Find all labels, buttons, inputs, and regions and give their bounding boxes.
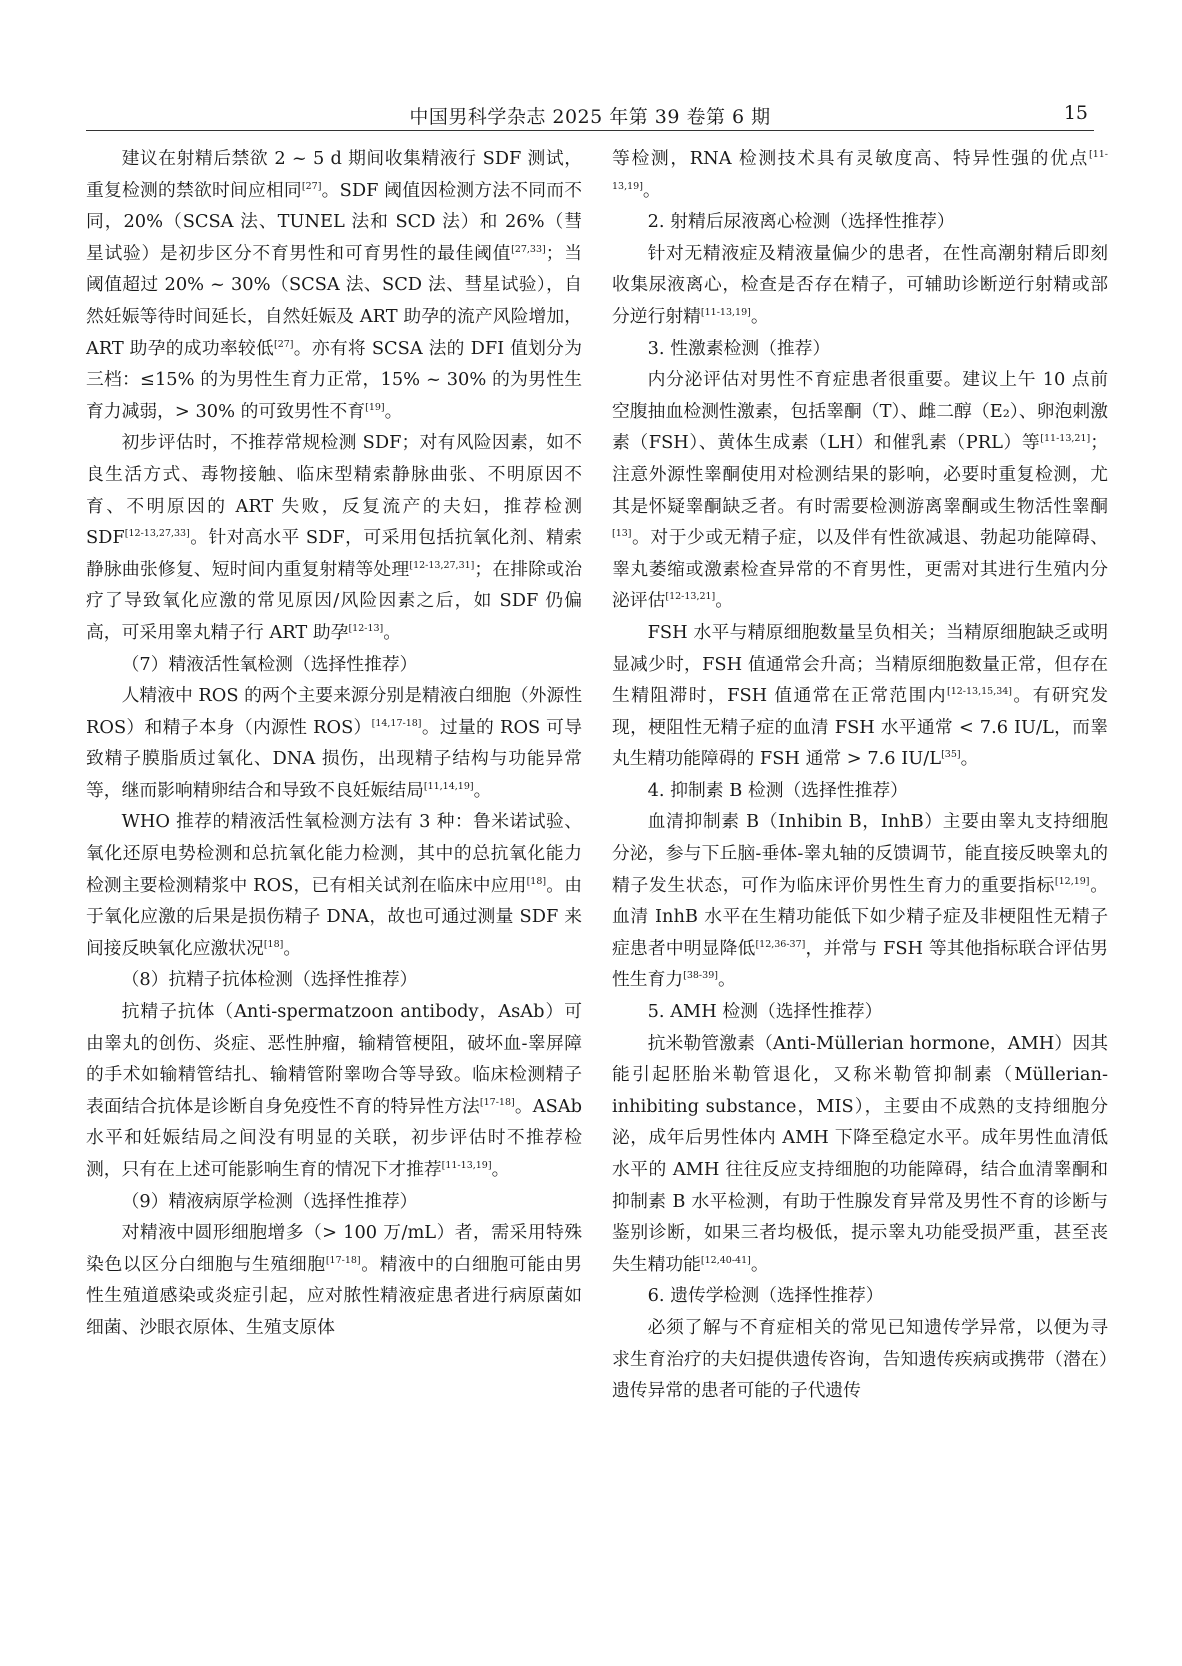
text-run: WHO 推荐的精液活性氧检测方法有 3 种：鲁米诺试验、氧化还原电势检测和总抗氧化能力检测，其中的总抗氧化能力检测主要检测精浆中 ROS，已有相关试剂在临床中应用 bbox=[86, 811, 582, 896]
text-run: 。ASAb 水平和妊娠结局之间没有明显的关联，初步评估时不推荐检测，只有在上述可能影响生育的情况下才推荐 bbox=[86, 1095, 582, 1180]
section-heading-5: 5. AMH 检测（选择性推荐） bbox=[647, 1001, 883, 1023]
right-column bbox=[612, 143, 1108, 1407]
citation: [12-13] bbox=[348, 622, 384, 634]
citation: [12,40-41] bbox=[700, 1254, 751, 1266]
citation: [19] bbox=[365, 401, 385, 413]
text-run: 。对于少或无精子症，以及伴有性欲减退、勃起功能障碍、睾丸萎缩或激素检查异常的不育男性，更需对其进行生殖内分泌评估 bbox=[612, 527, 1108, 612]
citation: [12-13,27,33] bbox=[124, 528, 190, 540]
text-run: 。 bbox=[750, 305, 769, 327]
citation: [12,19] bbox=[1054, 875, 1090, 887]
section-heading-6: 6. 遗传学检测（选择性推荐） bbox=[647, 1285, 884, 1307]
text-run: 内分泌评估对男性不育症患者很重要。建议上午 10 点前空腹抽血检测性激素，包括睾酮（T）、雌二醇（E₂）、卵泡刺激素（FSH）、黄体生成素（LH）和催乳素（PRL）等 bbox=[612, 369, 1108, 454]
citation: [11-13,19] bbox=[441, 1160, 492, 1171]
citation: [17-18] bbox=[325, 1254, 361, 1266]
text-run: 。 bbox=[717, 969, 736, 991]
text-run: 。由于氧化应激的后果是损伤精子 DNA，故也可通过测量 SDF 来间接反映氧化应激状况 bbox=[86, 874, 582, 959]
text-run: 等检测，RNA 检测技术具有灵敏度高、特异性强的优点 bbox=[612, 148, 1089, 169]
text-run: 针对无精液症及精液量偏少的患者，在性高潮射精后即刻收集尿液离心，检查是否存在精子，可辅助诊断逆行射精或部分逆行射精 bbox=[612, 242, 1108, 327]
text-run: 抗精子抗体（Anti-spermatzoon antibody，AsAb）可由睾丸的创伤、炎症、恶性肿瘤，输精管梗阻，破坏血-睾屏障的手术如输精管结扎、输精管附睾吻合等导致。临床检测精子表面结合抗体是诊断自身免疫性不育的特异性方法 bbox=[86, 1001, 582, 1117]
citation: [27,33] bbox=[511, 243, 546, 255]
text-run: ；当阈值超过 20% ~ 30%（SCSA 法、SCD 法、彗星试验），自然妊娠等待时间延长，自然妊娠及 ART 助孕的流产风险增加，ART 助孕的成功率较低 bbox=[86, 242, 582, 359]
text-run: 。 bbox=[384, 400, 403, 422]
citation: [18] bbox=[263, 938, 284, 950]
paragraph bbox=[612, 364, 1108, 617]
text-run: 。 bbox=[383, 621, 402, 643]
text-run: 。亦有将 SCSA 法的 DFI 值划分为三档：≤15% 的为男性生育力正常，15% ~ 30% 的为男性生育力减弱，> 30% 的可致男性不育 bbox=[86, 337, 582, 422]
paragraph bbox=[86, 996, 582, 1186]
text-run: 。 bbox=[473, 779, 492, 801]
text-run: 抗米勒管激素（Anti-Müllerian hormone，AMH）因其能引起胚胎米勒管退化，又称米勒管抑制素（Müllerian-inhibiting substance，MIS），主要由不成熟的支持细胞分泌，成年后男性体内 AMH 下降至稳定水平。成年男性血清低水平的 AMH 往往反应支持细胞的功能障碍，结合血清睾酮和抑制素 B 水平检测，有助于性腺发育异常及男性不育的诊断与鉴别诊断，如果三者均极低，提示睾丸功能受损严重，甚至丧失生精功能 bbox=[612, 1032, 1108, 1275]
text-run: ；注意外源性睾酮使用对检测结果的影响，必要时重复检测，尤其是怀疑睾酮缺乏者。有时需要检测游离睾酮或生物活性睾酮 bbox=[612, 432, 1108, 517]
citation: [18] bbox=[526, 875, 547, 887]
text-run: FSH 水平与精原细胞数量呈负相关；当精原细胞缺乏或明显减少时，FSH 值通常会升高；当精原细胞数量正常，但存在生精阻滞时，FSH 值通常在正常范围内 bbox=[612, 621, 1108, 707]
page-number: 15 bbox=[1063, 102, 1088, 124]
text-run: 血清抑制素 B（Inhibin B，InhB）主要由睾丸支持细胞分泌，参与下丘脑-垂体-睾丸轴的反馈调节，能直接反映睾丸的精子发生状态，可作为临床评价男性生育力的重要指标 bbox=[612, 811, 1108, 896]
text-run: ，并常与 FSH 等其他指标联合评估男性生育力 bbox=[612, 937, 1108, 991]
citation: [11-13,19] bbox=[700, 306, 751, 318]
paragraph bbox=[612, 617, 1108, 775]
text-run: 对精液中圆形细胞增多（> 100 万/mL）者，需采用特殊染色以区分白细胞与生殖细胞 bbox=[86, 1222, 582, 1275]
citation: [38-39] bbox=[683, 970, 718, 982]
section-heading-8: （8）抗精子抗体检测（选择性推荐） bbox=[121, 969, 418, 991]
text-run: 。SDF 阈值因检测方法不同而不同，20%（SCSA 法、TUNEL 法和 SCD 法）和 26%（彗星试验）是初步区分不育男性和可育男性的最佳阈值 bbox=[86, 179, 582, 264]
citation: [11-13,19] bbox=[612, 149, 1108, 192]
section-heading-9: （9）精液病原学检测（选择性推荐） bbox=[121, 1190, 418, 1212]
paragraph bbox=[612, 1312, 1108, 1407]
text-run: 。有研究发现，梗阻性无精子症的血清 FSH 水平通常 < 7.6 IU/L，而睾丸生精功能障碍的 FSH 通常 > 7.6 IU/L bbox=[612, 685, 1108, 770]
citation: [13] bbox=[612, 528, 632, 540]
text-run: 。过量的 ROS 可导致精子膜脂质过氧化、DNA 损伤，出现精子结构与功能异常等，继而影响精卵结合和导致不良妊娠结局 bbox=[86, 716, 582, 801]
citation: [11-13,21] bbox=[1040, 433, 1091, 445]
citation: [12,36-37] bbox=[755, 938, 806, 950]
citation: [12-13,27,31] bbox=[409, 559, 475, 571]
text-run: 。精液中的白细胞可能由男性生殖道感染或炎症引起，应对脓性精液症患者进行病原菌如细菌、沙眼衣原体、生殖支原体 bbox=[86, 1253, 582, 1338]
page-header bbox=[86, 90, 1094, 131]
citation: [14,17-18] bbox=[371, 717, 422, 729]
text-run: ；在排除或治疗了导致氧化应激的常见原因/风险因素之后，如 SDF 仍偏高，可采用睾丸精子行 ART 助孕 bbox=[86, 558, 582, 643]
paragraph bbox=[612, 238, 1108, 333]
text-run: 初步评估时，不推荐常规检测 SDF；对有风险因素，如不良生活方式、毒物接触、临床型精索静脉曲张、不明原因不育、不明原因的 ART 失败，反复流产的夫妇，推荐检测 SDF bbox=[86, 432, 582, 549]
citation: [35] bbox=[941, 749, 961, 761]
paragraph bbox=[612, 806, 1108, 996]
section-heading-3: 3. 性激素检测（推荐） bbox=[647, 337, 831, 359]
text-run: 。 bbox=[715, 590, 734, 612]
citation: [17-18] bbox=[479, 1096, 515, 1108]
paragraph bbox=[86, 427, 582, 648]
journal-title: 中国男科学杂志 2025 年第 39 卷第 6 期 bbox=[409, 106, 771, 128]
text-run: 建议在射精后禁欲 2 ~ 5 d 期间收集精液行 SDF 测试，重复检测的禁欲时间应相同 bbox=[86, 148, 582, 201]
paragraph bbox=[86, 143, 582, 427]
paragraph bbox=[86, 680, 582, 806]
text-run: 。 bbox=[491, 1159, 510, 1180]
section-heading-2: 2. 射精后尿液离心检测（选择性推荐） bbox=[647, 211, 955, 233]
text-run: 。针对高水平 SDF，可采用包括抗氧化剂、精索静脉曲张修复、短时间内重复射精等处理 bbox=[86, 527, 582, 580]
paragraph bbox=[612, 1028, 1108, 1281]
section-heading-4: 4. 抑制素 B 检测（选择性推荐） bbox=[647, 779, 908, 801]
paragraph bbox=[86, 1217, 582, 1343]
citation: [12-13,21] bbox=[665, 591, 716, 603]
citation: [11,14,19] bbox=[423, 780, 474, 792]
text-run: 必须了解与不育症相关的常见已知遗传学异常，以便为寻求生育治疗的夫妇提供遗传咨询，告知遗传疾病或携带（潜在）遗传异常的患者可能的子代遗传 bbox=[612, 1316, 1108, 1402]
text-run: 。 bbox=[960, 748, 979, 770]
text-run: 。 bbox=[750, 1253, 769, 1275]
text-run: 。血清 InhB 水平在生精功能低下如少精子症及非梗阻性无精子症患者中明显降低 bbox=[612, 874, 1108, 959]
paragraph bbox=[612, 143, 1108, 206]
left-column bbox=[86, 143, 582, 1344]
citation: [27] bbox=[274, 338, 294, 350]
text-run: 。 bbox=[642, 179, 661, 201]
citation: [12-13,15,34] bbox=[947, 686, 1013, 698]
text-run: 。 bbox=[283, 937, 302, 959]
citation: [27] bbox=[301, 180, 322, 192]
text-run: 人精液中 ROS 的两个主要来源分别是精液白细胞（外源性 ROS）和精子本身（内源性 ROS） bbox=[86, 685, 583, 738]
paragraph bbox=[86, 806, 582, 964]
section-heading-7: （7）精液活性氧检测（选择性推荐） bbox=[121, 653, 418, 675]
